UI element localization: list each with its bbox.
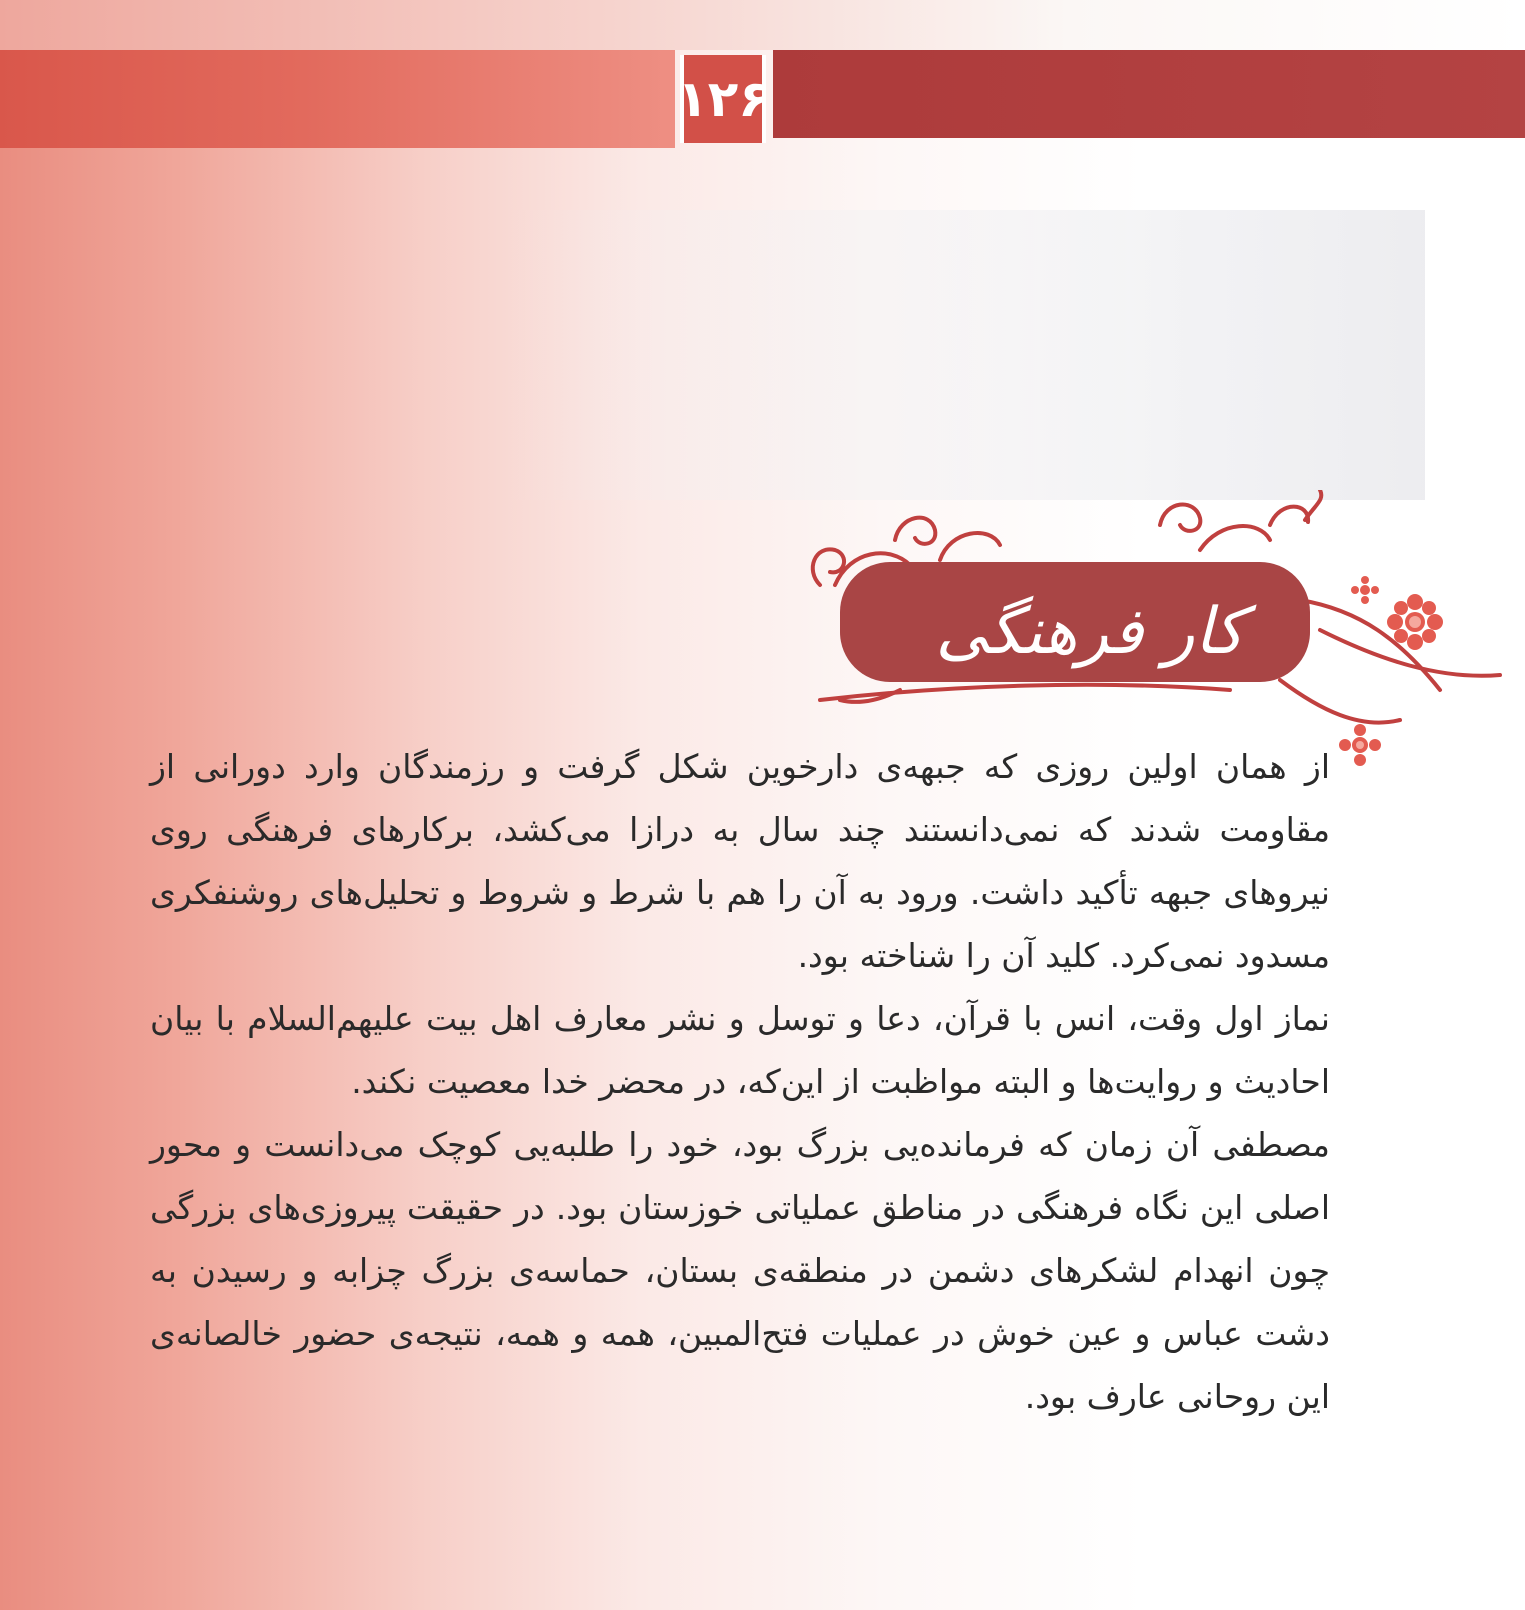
header-bar-left	[0, 50, 675, 148]
header-bar-right	[773, 50, 1525, 138]
top-strip	[0, 0, 1525, 50]
flower-icon-small	[1339, 724, 1381, 766]
page-number: ۱۲۶	[680, 55, 766, 143]
body-text	[150, 735, 1330, 1428]
paragraph: مصطفی آن زمان که فرمانده‌یی بزرگ بود، خود را طلبه‌یی کوچک می‌دانست و محور اصلی این نگاه فرهنگی در مناطق عملیاتی خوزستان بود. در حقیقت پیروزی‌های بزرگی چون انهدام لشکرهای دشمن در منطقه‌ی بستان، حماسه‌ی بزرگ چزابه و رسیدن به دشت عباس و عین خوش در عملیات فتح‌المبین، همه و همه، نتیجه‌ی حضور خالصانه‌ی این روحانی عارف بود.	[150, 1125, 1330, 1416]
flower-icon-tiny	[1351, 576, 1379, 604]
section-title: کار فرهنگی	[935, 595, 1245, 669]
background-photo-ghost	[500, 210, 1425, 500]
paragraph: از همان اولین روزی که جبهه‌ی دارخوین شکل گرفت و رزمندگان وارد دورانی از مقاومت شدند که نمی‌دانستند چند سال به درازا می‌کشد، برکارهای فرهنگی روی نیروهای جبهه تأکید داشت. ورود به آن را هم با شرط و شروط و تحلیل‌های روشنفکری مسدود نمی‌کرد. کلید آن را شناخته بود.	[150, 747, 1330, 975]
paragraph: نماز اول وقت، انس با قرآن، دعا و توسل و نشر معارف اهل بیت علیهم‌السلام با بیان احادیث و روایت‌ها و البته مواظبت از این‌که، در محضر خدا معصیت نکند.	[150, 999, 1330, 1101]
